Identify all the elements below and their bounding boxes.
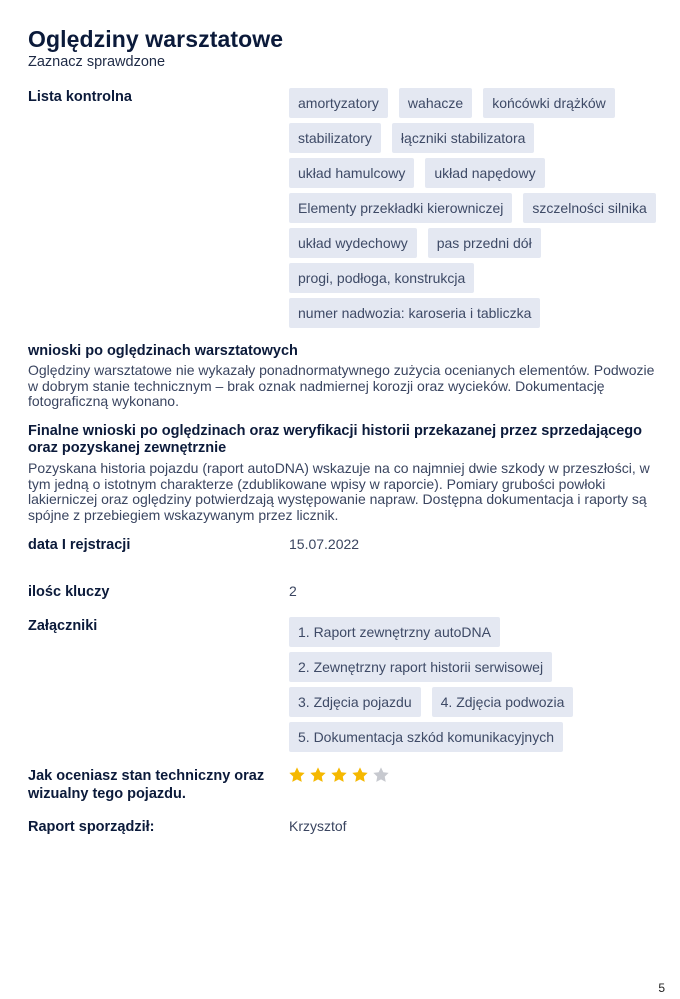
rating-label: Jak oceniasz stan techniczny oraz wizualny tego pojazdu.	[28, 768, 265, 802]
checklist-label: Lista kontrolna	[28, 89, 132, 105]
attachment-chip[interactable]: 3. Zdjęcia pojazdu	[289, 687, 421, 717]
attachment-chip[interactable]: 5. Dokumentacja szkód komunikacyjnych	[289, 722, 563, 752]
checklist-chip[interactable]: stabilizatory	[289, 123, 381, 153]
registration-label: data I rejstracji	[28, 537, 131, 553]
checklist-chip[interactable]: pas przedni dół	[428, 228, 541, 258]
author-value: Krzysztof	[289, 818, 347, 834]
attachments-chips	[289, 617, 661, 752]
checklist-chip[interactable]: Elementy przekładki kierowniczej	[289, 193, 512, 223]
attachments-label: Załączniki	[28, 618, 98, 634]
registration-value: 15.07.2022	[289, 536, 360, 552]
star-icon	[330, 766, 348, 784]
page-subtitle: Zaznacz sprawdzone	[28, 54, 166, 70]
checklist-chips	[289, 88, 661, 328]
star-icon	[372, 766, 390, 784]
page-number: 5	[658, 981, 665, 995]
checklist-chip[interactable]: wahacze	[399, 88, 472, 118]
keys-value: 2	[289, 583, 297, 599]
checklist-chip[interactable]: układ wydechowy	[289, 228, 417, 258]
attachment-chip[interactable]: 1. Raport zewnętrzny autoDNA	[289, 617, 500, 647]
checklist-chip[interactable]: układ napędowy	[425, 158, 544, 188]
checklist-chip[interactable]: szczelności silnika	[523, 193, 655, 223]
final-conclusions-text: Pozyskana historia pojazdu (raport autoDNA) wskazuje na co najmniej dwie szkody w przeszłości, w tym jedną o istotnym charakterze (zdublikowane wpisy w raporcie). Pomiary grubości powłoki lakierniczej oraz oględziny potwierdzają występowanie napraw. Dostępna dokumentacja i raporty są spójne z przebiegiem wskazywanym przez licznik.	[28, 460, 650, 523]
checklist-chip[interactable]: amortyzatory	[289, 88, 388, 118]
star-icon	[288, 766, 306, 784]
conclusions-heading: wnioski po oględzinach warsztatowych	[28, 343, 298, 359]
checklist-chip[interactable]: progi, podłoga, konstrukcja	[289, 263, 474, 293]
star-icon	[351, 766, 369, 784]
checklist-chip[interactable]: numer nadwozia: karoseria i tabliczka	[289, 298, 540, 328]
star-icon	[309, 766, 327, 784]
final-conclusions-heading: Finalne wnioski po oględzinach oraz weryfikacji historii przekazanej przez sprzedającego oraz pozyskanej zewnętrznie	[28, 423, 643, 456]
keys-label: ilośc kluczy	[28, 584, 110, 600]
checklist-chip[interactable]: końcówki drążków	[483, 88, 615, 118]
checklist-chip[interactable]: układ hamulcowy	[289, 158, 414, 188]
author-label: Raport sporządził:	[28, 819, 155, 835]
conclusions-text: Oględziny warsztatowe nie wykazały ponadnormatywnego zużycia ocenianych elementów. Podwozie w dobrym stanie technicznym – brak oznak nadmiernej korozji oraz wycieków. Dokumentację fotograficzną wykonano.	[28, 362, 655, 410]
attachment-chip[interactable]: 2. Zewnętrzny raport historii serwisowej	[289, 652, 552, 682]
page-title: Oględziny warsztatowe	[28, 26, 284, 52]
attachment-chip[interactable]: 4. Zdjęcia podwozia	[432, 687, 574, 717]
rating-stars	[288, 766, 390, 784]
checklist-chip[interactable]: łączniki stabilizatora	[392, 123, 535, 153]
